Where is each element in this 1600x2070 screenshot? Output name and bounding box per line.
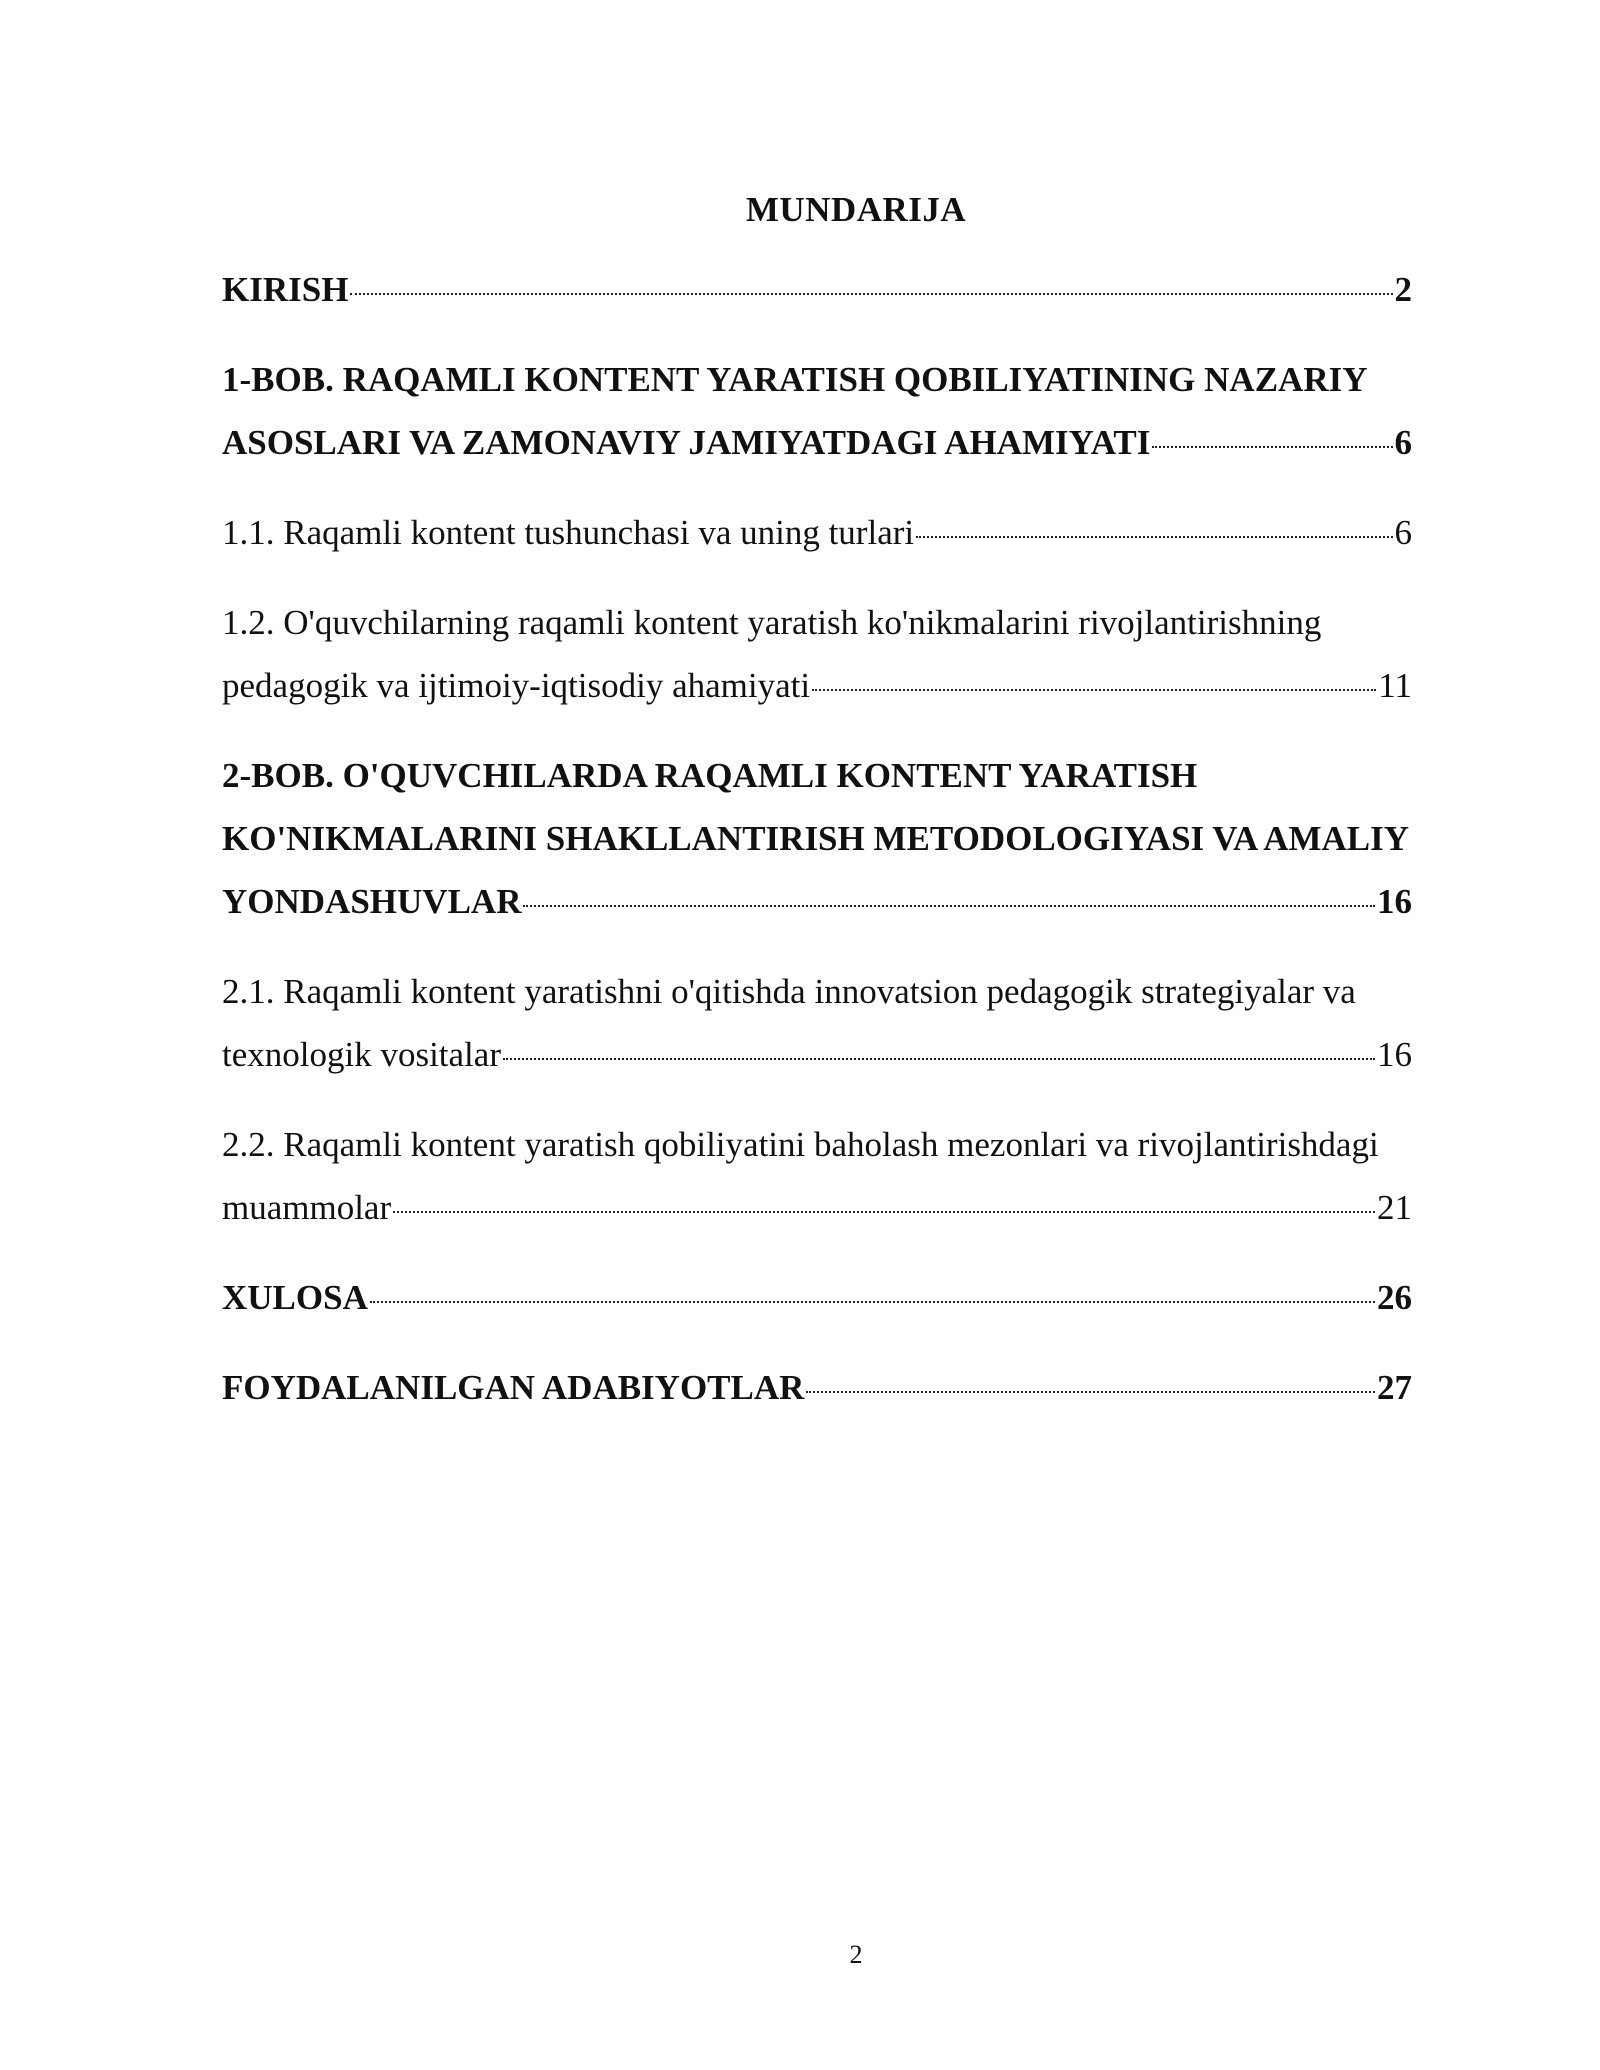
toc-entry-row bbox=[222, 1266, 1412, 1329]
toc-entry-heading: 1.1. Raqamli kontent tushunchasi va uning turlari bbox=[222, 513, 915, 552]
toc-entry[interactable] bbox=[222, 501, 1412, 564]
toc-entry-heading: KIRISH bbox=[222, 270, 349, 309]
toc-entry-row bbox=[222, 1023, 1412, 1086]
toc-entry-row bbox=[222, 1176, 1412, 1239]
toc-entry-heading: muammolar bbox=[222, 1188, 392, 1227]
toc-entry[interactable] bbox=[222, 960, 1412, 1086]
toc-entry-heading-line: 1.2. O'quvchilarning raqamli kontent yaratish ko'nikmalarini rivojlantirishning bbox=[222, 603, 1322, 642]
toc-entry-page-number: 16 bbox=[1377, 882, 1412, 921]
toc-entry-page-number: 6 bbox=[1394, 513, 1412, 552]
dot-leader bbox=[1152, 446, 1392, 448]
dot-leader bbox=[370, 1301, 1375, 1303]
toc-entry[interactable] bbox=[222, 258, 1412, 321]
toc-entry-page-number: 21 bbox=[1377, 1188, 1412, 1227]
dot-leader bbox=[916, 536, 1392, 538]
toc-entry[interactable] bbox=[222, 348, 1412, 474]
toc-entry-heading-line: 2.1. Raqamli kontent yaratishni o'qitishda innovatsion pedagogik strategiyalar va bbox=[222, 972, 1356, 1011]
dot-leader bbox=[812, 689, 1376, 691]
toc-entry-heading: XULOSA bbox=[222, 1278, 368, 1317]
toc-entry-heading-line: KO'NIKMALARINI SHAKLLANTIRISH METODOLOGIYASI VA AMALIY bbox=[222, 819, 1410, 858]
toc-entry-heading: texnologik vositalar bbox=[222, 1035, 501, 1074]
table-of-contents bbox=[222, 258, 1412, 1419]
toc-entry-heading-line: 2-BOB. O'QUVCHILARDA RAQAMLI KONTENT YARATISH bbox=[222, 756, 1198, 795]
toc-entry-page-number: 26 bbox=[1377, 1278, 1412, 1317]
toc-entry-page-number: 6 bbox=[1394, 423, 1412, 462]
dot-leader bbox=[806, 1391, 1375, 1393]
toc-entry-page-number: 27 bbox=[1377, 1368, 1412, 1407]
toc-entry-row bbox=[222, 654, 1412, 717]
dot-leader bbox=[523, 905, 1375, 907]
toc-entry[interactable] bbox=[222, 1266, 1412, 1329]
page-number: 2 bbox=[849, 1940, 863, 1969]
toc-entry-page-number: 11 bbox=[1378, 666, 1412, 705]
toc-entry[interactable] bbox=[222, 1356, 1412, 1419]
toc-title: MUNDARIJA bbox=[745, 190, 967, 229]
dot-leader bbox=[350, 293, 1392, 295]
toc-entry[interactable] bbox=[222, 744, 1412, 933]
toc-entry-heading: FOYDALANILGAN ADABIYOTLAR bbox=[222, 1368, 805, 1407]
dot-leader bbox=[393, 1211, 1375, 1213]
toc-entry-row bbox=[222, 870, 1412, 933]
toc-entry-row bbox=[222, 411, 1412, 474]
toc-entry-page-number: 2 bbox=[1394, 270, 1412, 309]
toc-entry-heading: YONDASHUVLAR bbox=[222, 882, 522, 921]
dot-leader bbox=[503, 1058, 1375, 1060]
toc-entry[interactable] bbox=[222, 591, 1412, 717]
toc-entry[interactable] bbox=[222, 1113, 1412, 1239]
toc-entry-heading-line: 1-BOB. RAQAMLI KONTENT YARATISH QOBILIYATINING NAZARIY bbox=[222, 360, 1368, 399]
toc-entry-heading: pedagogik va ijtimoiy-iqtisodiy ahamiyati bbox=[222, 666, 811, 705]
toc-entry-row bbox=[222, 258, 1412, 321]
toc-entry-page-number: 16 bbox=[1377, 1035, 1412, 1074]
toc-entry-row bbox=[222, 501, 1412, 564]
toc-entry-row bbox=[222, 1356, 1412, 1419]
toc-entry-heading-line: 2.2. Raqamli kontent yaratish qobiliyatini baholash mezonlari va rivojlantirishdagi bbox=[222, 1125, 1379, 1164]
toc-entry-heading: ASOSLARI VA ZAMONAVIY JAMIYATDAGI AHAMIYATI bbox=[222, 423, 1151, 462]
